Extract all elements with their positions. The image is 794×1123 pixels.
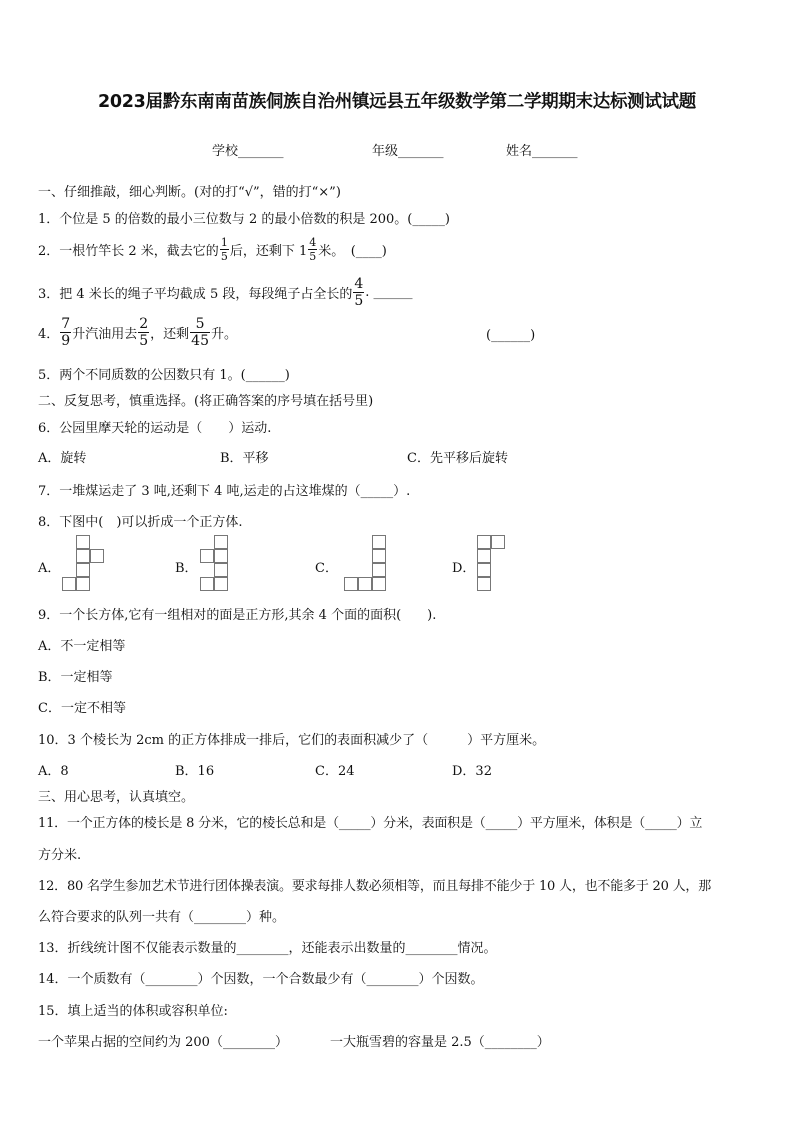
question-8: 8．下图中( )可以折成一个正方体. <box>38 515 243 530</box>
q2-text-a: 2．一根竹竿长 2 米，截去它的 <box>38 244 219 259</box>
q6-option-b: B．平移 <box>220 451 269 466</box>
q4-f3-den: 45 <box>191 333 209 349</box>
question-3 <box>38 277 413 308</box>
question-12-line1: 12．80 名学生参加艺术节进行团体操表演。要求每排人数必须相等，而且每排不能少于 10 人，也不能多于 20 人，那 <box>38 879 712 894</box>
q2-f1-den: 5 <box>220 250 228 263</box>
q4-fraction-1 <box>60 317 71 348</box>
q4-text-a: 4． <box>38 327 60 342</box>
q15-item-apple: 一个苹果占据的空间约为 200（________） <box>38 1035 288 1050</box>
q4-f1-den: 9 <box>61 333 71 349</box>
q10-option-a: A．8 <box>38 764 69 779</box>
q4-fraction-2 <box>138 317 149 348</box>
q2-f2-num: 4 <box>309 236 317 249</box>
question-11-line1: 11．一个正方体的棱长是 8 分米，它的棱长总和是（_____）分米，表面积是（_____）平方厘米，体积是（_____）立 <box>38 816 703 831</box>
question-12-line2: 么符合要求的队列一共有（________）种。 <box>38 910 286 925</box>
q10-option-b: B．16 <box>175 764 215 779</box>
question-14: 14．一个质数有（________）个因数，一个合数最少有（________）个因数。 <box>38 972 484 987</box>
q4-f2-num: 2 <box>139 316 149 332</box>
question-6: 6．公园里摩天轮的运动是（ ）运动. <box>38 421 272 436</box>
q2-f2-den: 5 <box>309 250 317 263</box>
q2-text-b: 后，还剩下 1 <box>229 244 308 259</box>
q2-fraction-2 <box>308 237 317 262</box>
q10-option-d: D．32 <box>452 764 492 779</box>
grade-field: 年级_______ <box>372 144 444 159</box>
page-title: 2023届黔东南南苗族侗族自治州镇远县五年级数学第二学期期末达标测试试题 <box>98 92 696 112</box>
q8-option-c: C． <box>315 561 338 576</box>
q4-fraction-3 <box>190 317 210 348</box>
q9-option-a: A．不一定相等 <box>38 639 126 654</box>
question-9: 9．一个长方体,它有一组相对的面是正方形,其余 4 个面的面积( ). <box>38 608 437 623</box>
q6-option-a: A．旋转 <box>38 451 87 466</box>
q4-f2-den: 5 <box>139 333 149 349</box>
q4-text-c: ，还剩 <box>150 327 190 342</box>
question-7: 7．一堆煤运走了 3 吨,还剩下 4 吨,运走的占这堆煤的（_____）. <box>38 484 411 499</box>
question-1: 1．个位是 5 的倍数的最小三位数与 2 的最小倍数的积是 200。(_____) <box>38 212 450 227</box>
q9-option-c: C．一定不相等 <box>38 701 126 716</box>
q4-answer-blank: (______) <box>486 328 536 343</box>
question-5: 5．两个不同质数的公因数只有 1。(______) <box>38 368 290 383</box>
q3-text-b: . ______ <box>365 285 413 300</box>
q2-fraction-1 <box>220 237 229 262</box>
question-13: 13．折线统计图不仅能表示数量的________，还能表示出数量的________情况。 <box>38 941 497 956</box>
question-15: 15．填上适当的体积或容积单位: <box>38 1004 228 1019</box>
q9-option-b: B．一定相等 <box>38 670 113 685</box>
question-2 <box>38 237 387 262</box>
q3-text-a: 3．把 4 米长的绳子平均截成 5 段，每段绳子占全长的 <box>38 287 353 302</box>
q8-option-d: D． <box>452 561 476 576</box>
q8-option-a: A． <box>38 561 61 576</box>
q3-f-num: 4 <box>354 276 364 292</box>
section3-header: 三、用心思考，认真填空。 <box>38 790 195 805</box>
question-11-line2: 方分米. <box>38 848 82 863</box>
name-field: 姓名_______ <box>506 144 578 159</box>
question-10: 10．3 个棱长为 2cm 的正方体排成一排后，它们的表面积减少了（ ）平方厘米。 <box>38 733 546 748</box>
q10-option-c: C．24 <box>315 764 355 779</box>
q8-option-b: B． <box>175 561 198 576</box>
q2-text-c: 米。 (____) <box>318 244 387 259</box>
q3-fraction <box>353 277 364 308</box>
q4-text-d: 升。 <box>210 327 237 342</box>
q6-option-c: C．先平移后旋转 <box>407 451 508 466</box>
q4-text-b: 升汽油用去 <box>72 327 138 342</box>
question-4 <box>38 317 237 348</box>
section2-header: 二、反复思考，慎重选择。(将正确答案的序号填在括号里) <box>38 394 374 409</box>
q2-f1-num: 1 <box>220 236 228 249</box>
school-field: 学校_______ <box>212 144 284 159</box>
q15-item-sprite: 一大瓶雪碧的容量是 2.5（________） <box>330 1035 550 1050</box>
q4-f1-num: 7 <box>61 316 71 332</box>
section1-header: 一、仔细推敲，细心判断。(对的打“√”，错的打“×”) <box>38 185 341 200</box>
q3-f-den: 5 <box>354 293 364 309</box>
q4-f3-num: 5 <box>190 317 210 333</box>
